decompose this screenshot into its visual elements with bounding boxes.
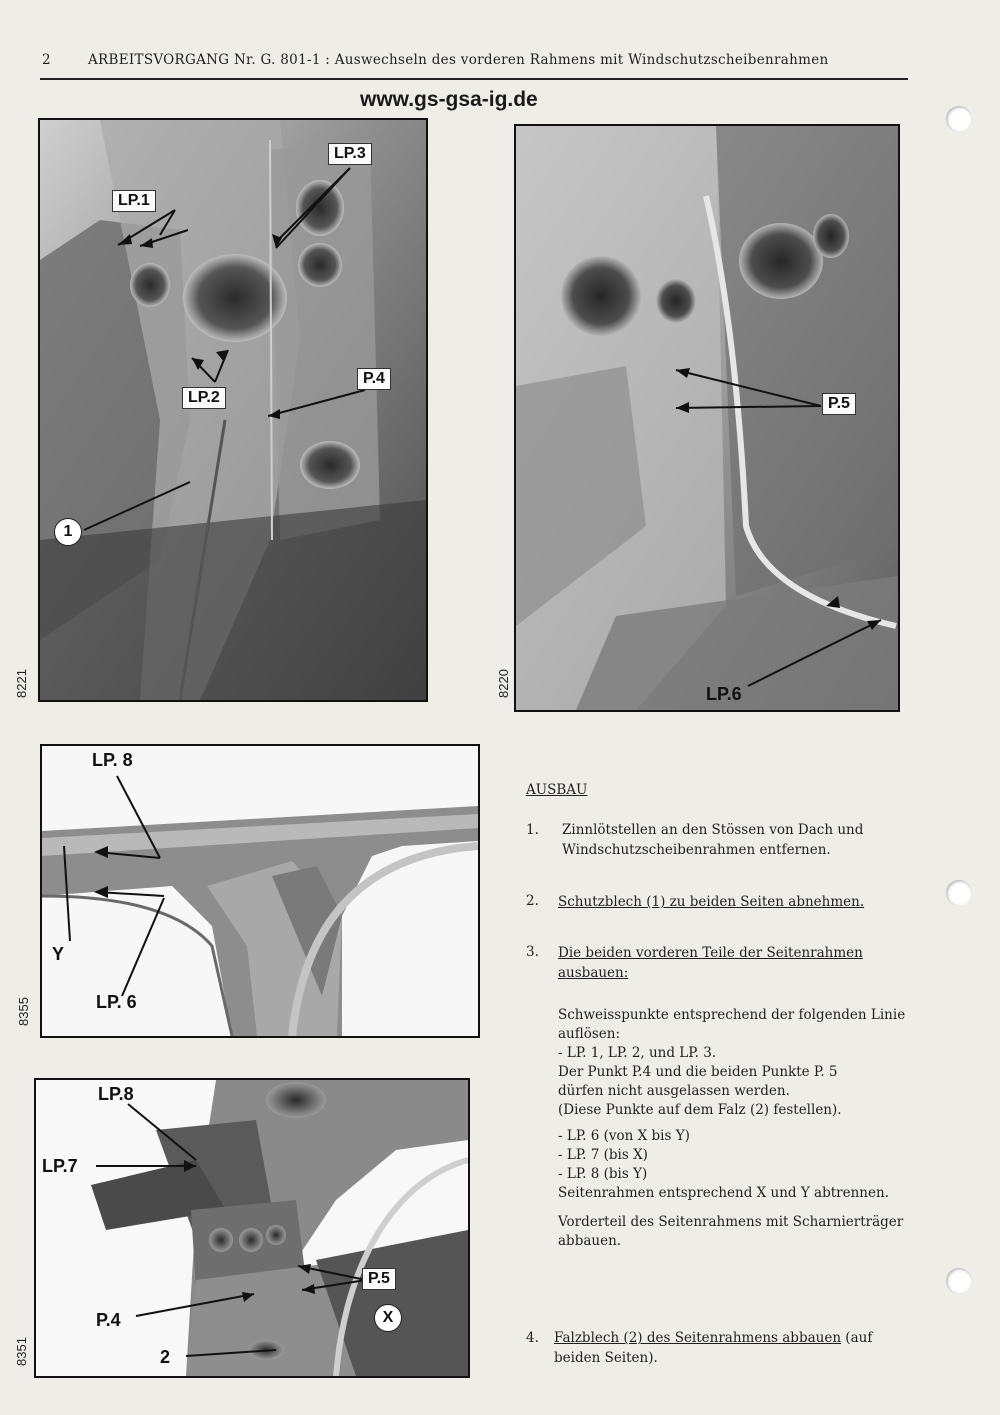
step-3-title	[558, 943, 863, 983]
photo-number-8221: 8221	[14, 669, 29, 698]
label-lp3-photo1: LP.3	[328, 143, 372, 165]
step-4-underlined: Falzblech (2) des Seitenrahmens abbauen	[554, 1330, 842, 1346]
photo-8220-image	[516, 126, 898, 710]
step-3-title-line-2: ausbauen:	[558, 965, 629, 981]
photo-8220	[514, 124, 900, 712]
step-1-line-2: Windschutzscheibenrahmen entfernen.	[562, 842, 831, 858]
step-3-title-line-1: Die beiden vorderen Teile der Seitenrahmen	[558, 945, 863, 961]
step-4-rest: (auf	[841, 1330, 873, 1346]
label-p5-photo4: P.5	[362, 1268, 396, 1290]
binder-hole-top	[946, 106, 972, 132]
step-3-body	[558, 1006, 905, 1251]
step-3-line: - LP. 8 (bis Y)	[558, 1166, 648, 1182]
document-title: ARBEITSVORGANG Nr. G. 801-1 : Auswechseln des vorderen Rahmens mit Windschutzscheibenrahmen	[88, 52, 829, 68]
step-4-line-2: beiden Seiten).	[554, 1350, 658, 1366]
label-lp8-photo3: LP. 8	[92, 750, 133, 770]
label-x-photo4: X	[374, 1304, 402, 1332]
photo-number-8220: 8220	[496, 669, 511, 698]
step-3-number: 3.	[526, 944, 539, 960]
binder-hole-middle	[946, 880, 972, 906]
label-lp1-photo1: LP.1	[112, 190, 156, 212]
label-lp2-photo1: LP.2	[182, 387, 226, 409]
step-3-line: (Diese Punkte auf dem Falz (2) festellen).	[558, 1102, 842, 1118]
label-lp7-photo4: LP.7	[42, 1156, 78, 1176]
label-p4-photo4: P.4	[96, 1310, 121, 1330]
step-4-line-1	[554, 1328, 872, 1348]
website-watermark: www.gs-gsa-ig.de	[360, 88, 538, 111]
step-3-line: - LP. 7 (bis X)	[558, 1147, 648, 1163]
photo-8221-image	[40, 120, 426, 700]
step-3-line: Seitenrahmen entsprechend X und Y abtrennen.	[558, 1185, 889, 1201]
step-3-line: auflösen:	[558, 1026, 621, 1042]
callout-1-photo1: 1	[54, 518, 82, 546]
step-3-line: - LP. 6 (von X bis Y)	[558, 1128, 690, 1144]
page-header	[40, 48, 910, 72]
photo-8351	[34, 1078, 470, 1378]
label-2-photo4: 2	[160, 1347, 171, 1367]
step-4-number: 4.	[526, 1330, 539, 1346]
label-p5-photo2: P.5	[822, 393, 856, 415]
section-heading-ausbau: AUSBAU	[526, 782, 588, 798]
page-number: 2	[42, 52, 51, 68]
photo-8221	[38, 118, 428, 702]
label-lp6-photo2: LP.6	[706, 684, 742, 704]
label-lp8-photo4: LP.8	[98, 1084, 134, 1104]
photo-number-8355: 8355	[16, 997, 31, 1026]
step-3-line: - LP. 1, LP. 2, und LP. 3.	[558, 1045, 717, 1061]
step-3-line: Schweisspunkte entsprechend der folgenden Linie	[558, 1007, 906, 1023]
step-3-line: abbauen.	[558, 1233, 622, 1249]
binder-hole-bottom	[946, 1268, 972, 1294]
step-2-text: Schutzblech (1) zu beiden Seiten abnehmen.	[558, 894, 865, 910]
step-1-line-1: Zinnlötstellen an den Stössen von Dach und	[562, 822, 864, 838]
label-p4-photo1: P.4	[357, 368, 391, 390]
header-rule	[40, 78, 908, 80]
step-4-text	[554, 1328, 872, 1368]
photo-8351-image	[36, 1080, 468, 1376]
step-3-line: Der Punkt P.4 und die beiden Punkte P. 5	[558, 1064, 838, 1080]
step-3-line: Vorderteil des Seitenrahmens mit Scharnierträger	[558, 1214, 904, 1230]
step-3-line: dürfen nicht ausgelassen werden.	[558, 1083, 790, 1099]
step-1-number: 1.	[526, 822, 539, 838]
label-y-photo3: Y	[52, 944, 65, 964]
step-1-text	[562, 820, 863, 860]
photo-number-8351: 8351	[14, 1337, 29, 1366]
label-lp6-photo3: LP. 6	[96, 992, 137, 1012]
step-2-number: 2.	[526, 893, 539, 909]
